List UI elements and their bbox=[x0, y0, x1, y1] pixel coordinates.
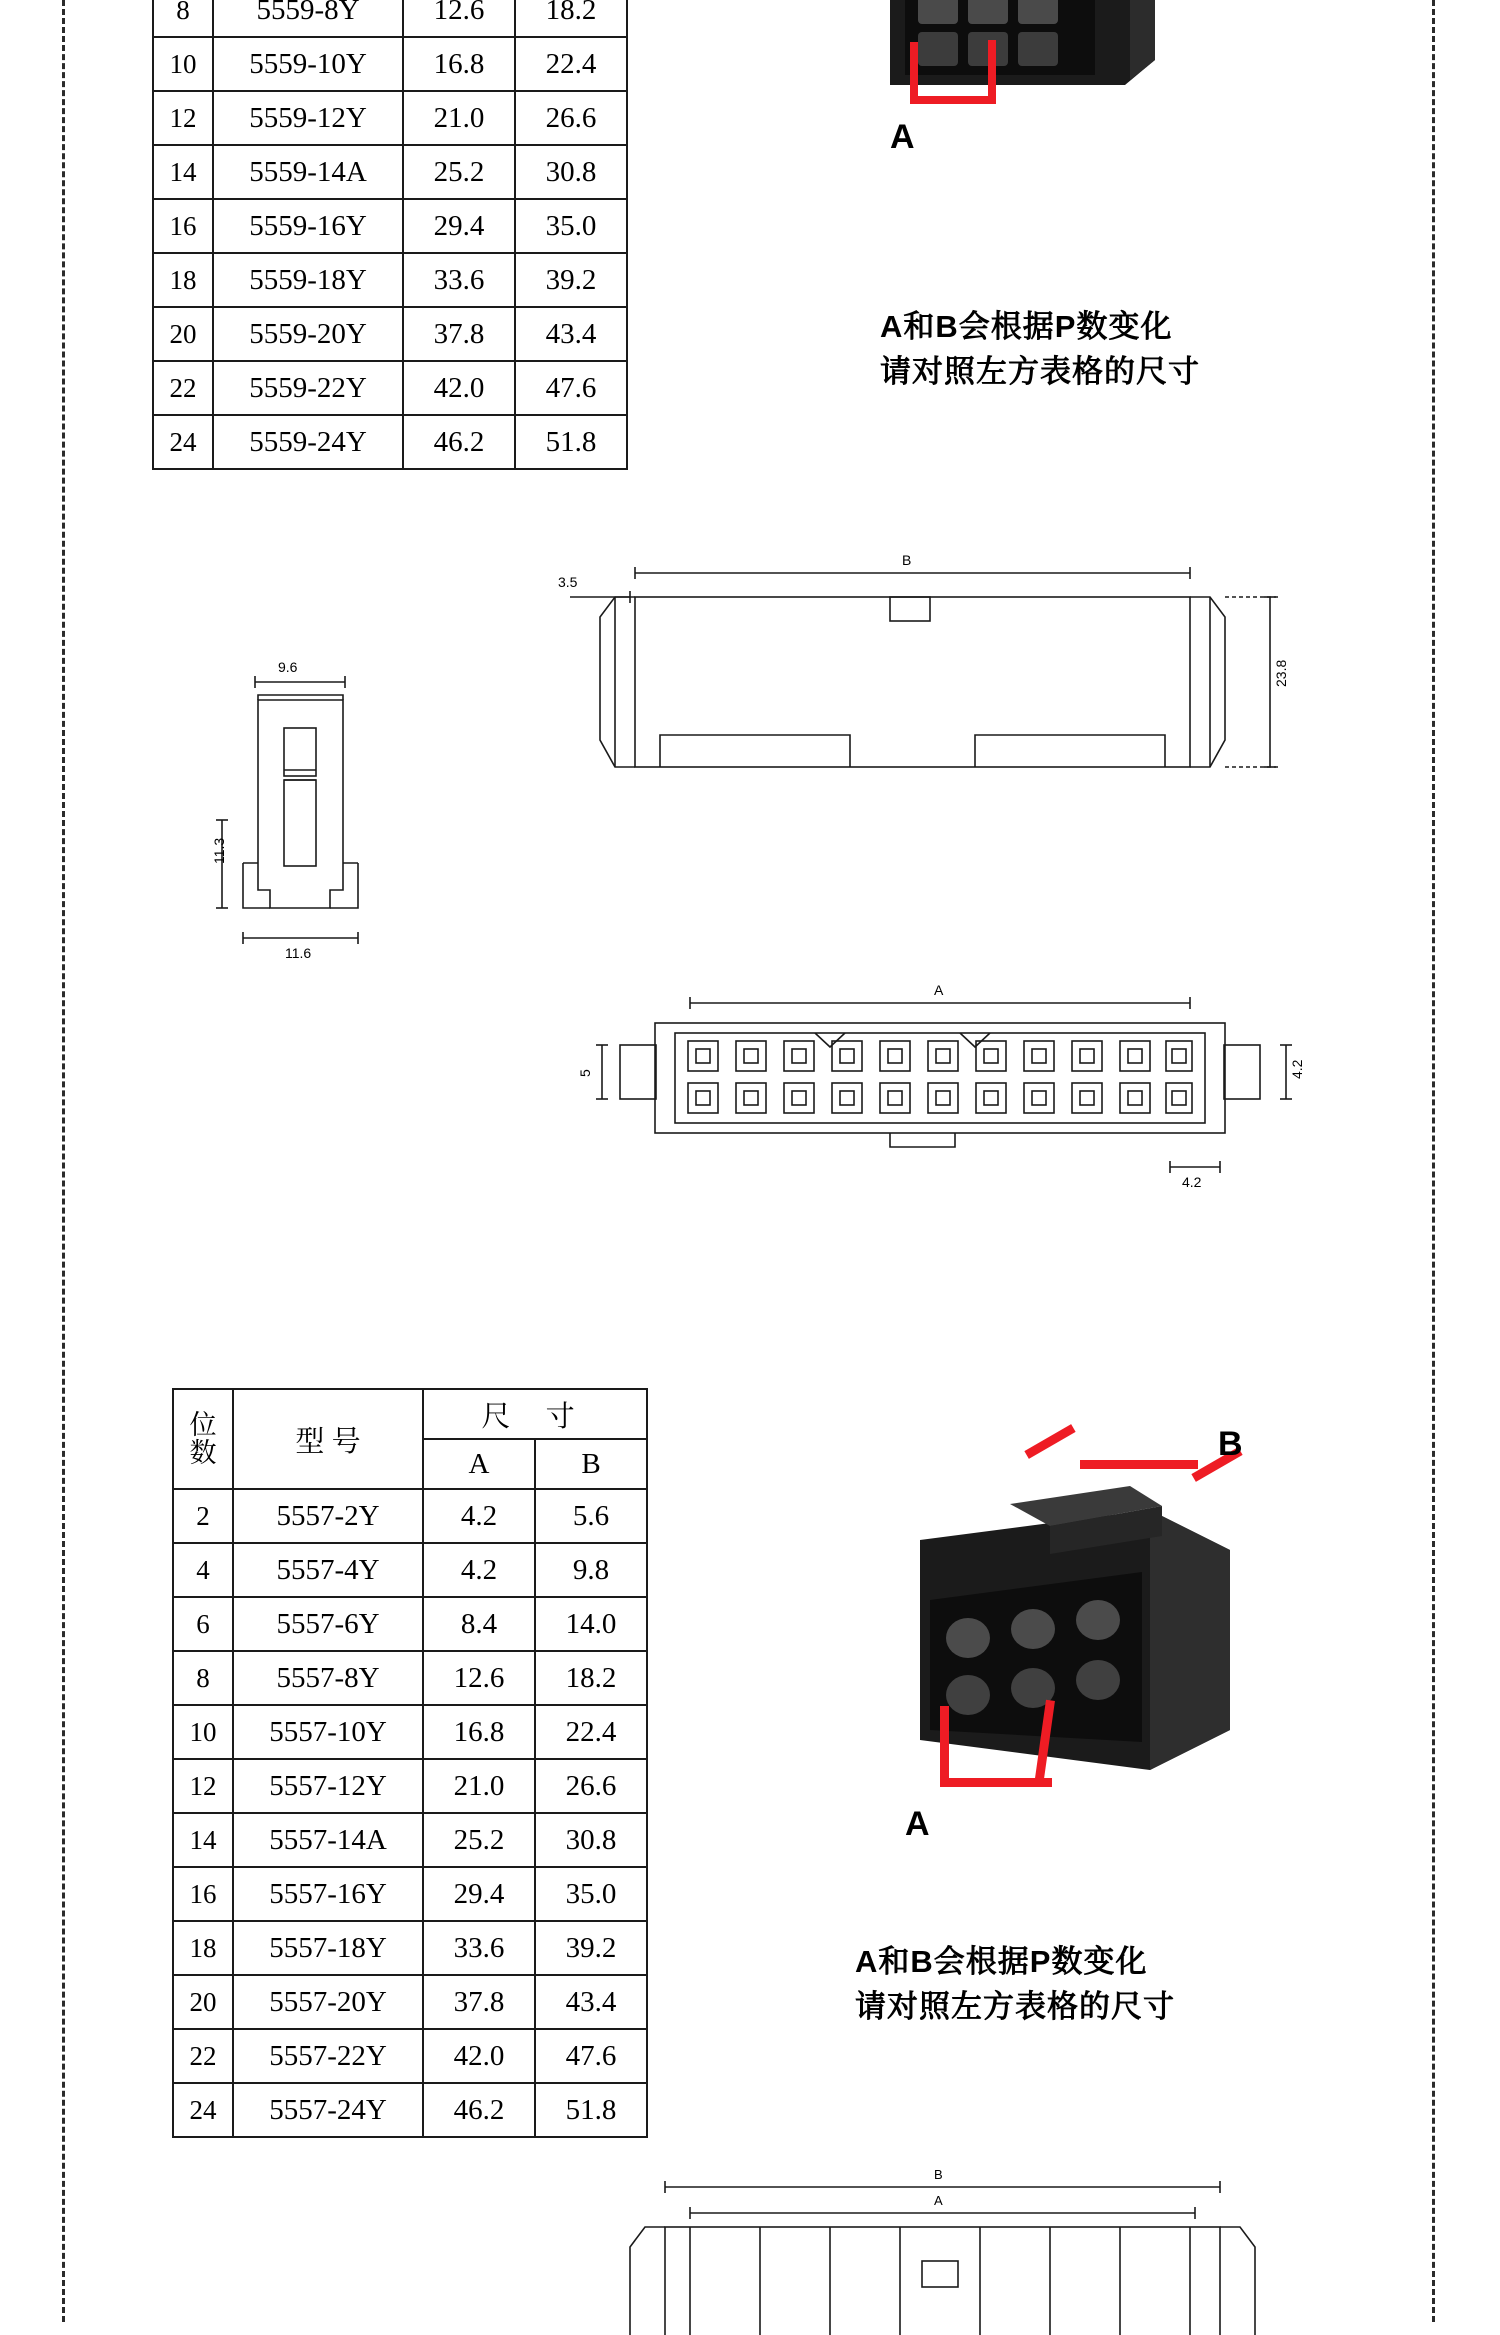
cell-positions: 14 bbox=[153, 145, 213, 199]
cell-positions: 20 bbox=[153, 307, 213, 361]
cell-dim-b: 39.2 bbox=[515, 253, 627, 307]
dim-mark-b-tick-left bbox=[1024, 1424, 1075, 1459]
cell-positions: 8 bbox=[153, 0, 213, 37]
cell-model: 5559-16Y bbox=[213, 199, 403, 253]
cell-dim-b: 5.6 bbox=[535, 1489, 647, 1543]
spec-table-5557 bbox=[172, 1388, 648, 2138]
cell-dim-a: 25.2 bbox=[423, 1813, 535, 1867]
cell-dim-b: 22.4 bbox=[535, 1705, 647, 1759]
dim-mark-a-top-vertical bbox=[910, 42, 918, 100]
cell-dim-a: 42.0 bbox=[403, 361, 515, 415]
cell-model: 5557-18Y bbox=[233, 1921, 423, 1975]
drawing-side-view bbox=[210, 650, 440, 1090]
note-bottom bbox=[855, 1940, 1175, 2030]
cell-dim-b: 9.8 bbox=[535, 1543, 647, 1597]
cell-dim-a: 46.2 bbox=[423, 2083, 535, 2137]
table-row bbox=[173, 1975, 647, 2029]
table-row bbox=[173, 1651, 647, 1705]
cell-dim-a: 8.4 bbox=[423, 1597, 535, 1651]
cell-dim-a: 12.6 bbox=[423, 1651, 535, 1705]
cell-dim-a: 4.2 bbox=[423, 1543, 535, 1597]
cell-dim-a: 42.0 bbox=[423, 2029, 535, 2083]
cell-positions: 18 bbox=[153, 253, 213, 307]
cell-model: 5557-22Y bbox=[233, 2029, 423, 2083]
table-row bbox=[173, 1489, 647, 1543]
cell-dim-b: 14.0 bbox=[535, 1597, 647, 1651]
drawing-front-view bbox=[530, 535, 1330, 845]
photo-label-a-bottom: A bbox=[905, 1805, 930, 1843]
cell-dim-a: 12.6 bbox=[403, 0, 515, 37]
cell-dim-a: 16.8 bbox=[423, 1705, 535, 1759]
cell-dim-b: 47.6 bbox=[535, 2029, 647, 2083]
svg-text:A: A bbox=[934, 982, 944, 998]
svg-text:3.5: 3.5 bbox=[558, 574, 578, 590]
cell-model: 5559-14A bbox=[213, 145, 403, 199]
cell-dim-a: 4.2 bbox=[423, 1489, 535, 1543]
cell-model: 5559-12Y bbox=[213, 91, 403, 145]
cell-model: 5559-18Y bbox=[213, 253, 403, 307]
table-row bbox=[173, 1813, 647, 1867]
page-edge-left bbox=[62, 0, 65, 2322]
cell-dim-b: 39.2 bbox=[535, 1921, 647, 1975]
cell-positions: 12 bbox=[173, 1759, 233, 1813]
header-model: 型 号 bbox=[233, 1389, 423, 1489]
svg-text:4.2: 4.2 bbox=[1182, 1174, 1202, 1190]
svg-text:11.3: 11.3 bbox=[211, 837, 227, 864]
table-header-row bbox=[173, 1389, 647, 1439]
cell-positions: 22 bbox=[153, 361, 213, 415]
cell-dim-a: 29.4 bbox=[423, 1867, 535, 1921]
svg-text:B: B bbox=[934, 2167, 943, 2182]
table-row bbox=[153, 307, 627, 361]
cell-dim-a: 46.2 bbox=[403, 415, 515, 469]
cell-dim-b: 26.6 bbox=[515, 91, 627, 145]
svg-text:4.2: 4.2 bbox=[1289, 1059, 1305, 1079]
cell-model: 5559-22Y bbox=[213, 361, 403, 415]
table-row bbox=[153, 91, 627, 145]
cell-positions: 4 bbox=[173, 1543, 233, 1597]
cell-model: 5557-24Y bbox=[233, 2083, 423, 2137]
svg-text:A: A bbox=[934, 2193, 943, 2208]
note-bottom-line1: A和B会根据P数变化 bbox=[855, 1944, 1148, 1979]
table-row bbox=[173, 1759, 647, 1813]
svg-text:9.6: 9.6 bbox=[278, 659, 298, 675]
svg-text:11.6: 11.6 bbox=[285, 945, 312, 961]
cell-model: 5557-12Y bbox=[233, 1759, 423, 1813]
cell-dim-b: 18.2 bbox=[535, 1651, 647, 1705]
dim-mark-a-top-horizontal bbox=[910, 96, 996, 104]
cell-model: 5557-2Y bbox=[233, 1489, 423, 1543]
cell-model: 5557-14A bbox=[233, 1813, 423, 1867]
cell-model: 5559-8Y bbox=[213, 0, 403, 37]
cell-positions: 10 bbox=[153, 37, 213, 91]
cell-dim-a: 16.8 bbox=[403, 37, 515, 91]
photo-label-a-top: A bbox=[890, 118, 915, 156]
cell-dim-a: 37.8 bbox=[423, 1975, 535, 2029]
table-row bbox=[173, 1597, 647, 1651]
cell-positions: 16 bbox=[173, 1867, 233, 1921]
cell-dim-b: 26.6 bbox=[535, 1759, 647, 1813]
header-dimension: 尺 寸 bbox=[423, 1389, 647, 1439]
table-row bbox=[173, 2029, 647, 2083]
cell-positions: 12 bbox=[153, 91, 213, 145]
table-row bbox=[173, 2083, 647, 2137]
page-edge-right bbox=[1432, 0, 1435, 2322]
cell-positions: 20 bbox=[173, 1975, 233, 2029]
cell-positions: 24 bbox=[153, 415, 213, 469]
table-row bbox=[153, 199, 627, 253]
cell-positions: 18 bbox=[173, 1921, 233, 1975]
cell-model: 5557-8Y bbox=[233, 1651, 423, 1705]
cell-dim-a: 37.8 bbox=[403, 307, 515, 361]
connector-photo-top bbox=[880, 0, 1180, 160]
cell-dim-b: 18.2 bbox=[515, 0, 627, 37]
table-row bbox=[153, 253, 627, 307]
cell-model: 5557-4Y bbox=[233, 1543, 423, 1597]
table-row bbox=[153, 0, 627, 37]
cell-dim-b: 47.6 bbox=[515, 361, 627, 415]
cell-positions: 8 bbox=[173, 1651, 233, 1705]
cell-positions: 14 bbox=[173, 1813, 233, 1867]
connector-photo-bottom bbox=[900, 1480, 1260, 1820]
table-row bbox=[153, 37, 627, 91]
cell-dim-b: 51.8 bbox=[515, 415, 627, 469]
note-top-line2: 请对照左方表格的尺寸 bbox=[880, 353, 1200, 389]
cell-dim-a: 25.2 bbox=[403, 145, 515, 199]
cell-dim-b: 43.4 bbox=[535, 1975, 647, 2029]
cell-model: 5557-20Y bbox=[233, 1975, 423, 2029]
cell-dim-a: 33.6 bbox=[403, 253, 515, 307]
cell-model: 5557-16Y bbox=[233, 1867, 423, 1921]
cell-model: 5559-20Y bbox=[213, 307, 403, 361]
cell-dim-a: 21.0 bbox=[403, 91, 515, 145]
table-row bbox=[173, 1867, 647, 1921]
svg-text:5: 5 bbox=[577, 1069, 593, 1077]
svg-text:23.8: 23.8 bbox=[1273, 659, 1289, 687]
cell-dim-b: 35.0 bbox=[535, 1867, 647, 1921]
cell-dim-a: 29.4 bbox=[403, 199, 515, 253]
header-b: B bbox=[535, 1439, 647, 1489]
svg-text:B: B bbox=[902, 552, 912, 568]
cell-dim-b: 22.4 bbox=[515, 37, 627, 91]
note-bottom-line2: 请对照左方表格的尺寸 bbox=[855, 1988, 1175, 2024]
cell-dim-a: 21.0 bbox=[423, 1759, 535, 1813]
cell-dim-a: 33.6 bbox=[423, 1921, 535, 1975]
photo-label-b-bottom: B bbox=[1218, 1425, 1243, 1463]
header-a: A bbox=[423, 1439, 535, 1489]
cell-dim-b: 43.4 bbox=[515, 307, 627, 361]
cell-dim-b: 30.8 bbox=[515, 145, 627, 199]
spec-table-5559 bbox=[152, 0, 628, 470]
table-row bbox=[153, 145, 627, 199]
cell-model: 5557-10Y bbox=[233, 1705, 423, 1759]
note-top-line1: A和B会根据P数变化 bbox=[880, 309, 1173, 344]
cell-positions: 2 bbox=[173, 1489, 233, 1543]
cell-positions: 24 bbox=[173, 2083, 233, 2137]
header-positions: 位 数 bbox=[173, 1389, 233, 1489]
dim-mark-a-top-vertical2 bbox=[988, 40, 996, 102]
cell-positions: 16 bbox=[153, 199, 213, 253]
cell-dim-b: 51.8 bbox=[535, 2083, 647, 2137]
cell-dim-b: 30.8 bbox=[535, 1813, 647, 1867]
cell-positions: 22 bbox=[173, 2029, 233, 2083]
drawing-bottom-view bbox=[560, 975, 1360, 1195]
table-row bbox=[153, 361, 627, 415]
cell-dim-b: 35.0 bbox=[515, 199, 627, 253]
cell-positions: 6 bbox=[173, 1597, 233, 1651]
table-row bbox=[153, 415, 627, 469]
dim-mark-a-bottom-vertical bbox=[940, 1706, 949, 1780]
note-top bbox=[880, 305, 1200, 395]
table-row bbox=[173, 1543, 647, 1597]
dim-mark-b-horizontal bbox=[1080, 1460, 1198, 1469]
table-row bbox=[173, 1921, 647, 1975]
cell-model: 5559-24Y bbox=[213, 415, 403, 469]
cell-model: 5559-10Y bbox=[213, 37, 403, 91]
cell-model: 5557-6Y bbox=[233, 1597, 423, 1651]
cell-positions: 10 bbox=[173, 1705, 233, 1759]
drawing-bottom-assembly bbox=[560, 2165, 1360, 2335]
table-row bbox=[173, 1705, 647, 1759]
